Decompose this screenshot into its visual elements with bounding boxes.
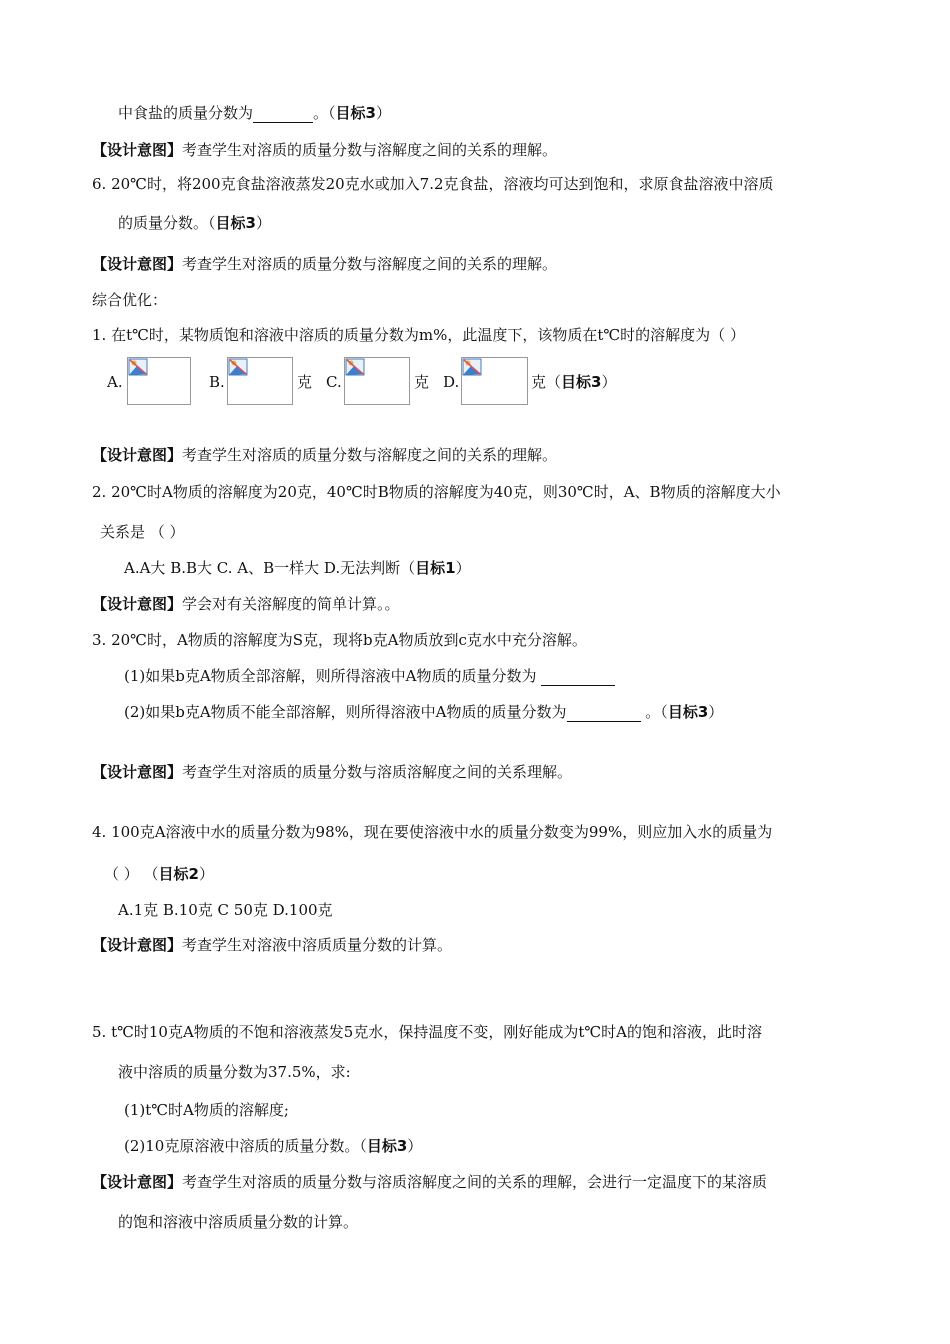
question-5: 5. t℃时10克A物质的不饱和溶液蒸发5克水，保持温度不变，刚好能成为t℃时A的饱和溶液，此时溶 — [92, 1023, 762, 1041]
line-1 — [118, 103, 391, 123]
broken-image-icon — [462, 358, 482, 376]
section-title: 综合优化： — [92, 291, 168, 309]
option-b-unit: 克 — [297, 373, 313, 391]
option-b-image — [227, 357, 293, 405]
text: 。（ — [640, 703, 668, 721]
text: ） — [455, 559, 471, 577]
goal-label: 目标3 — [561, 373, 602, 391]
option-b-label: B. — [209, 373, 225, 391]
intent-text: 考查学生对溶质的质量分数与溶解度之间的关系的理解。 — [182, 255, 558, 273]
goal-label: 目标1 — [415, 559, 456, 577]
question-3: 3. 20℃时，A物质的溶解度为S克，现将b克A物质放到c克水中充分溶解。 — [92, 631, 587, 649]
text: （ ） （ — [104, 865, 159, 883]
question-2-cont: 关系是 （ ） — [100, 523, 185, 541]
broken-image-icon — [345, 358, 365, 376]
design-intent-7 — [92, 1172, 767, 1192]
intent-tag: 【设计意图】 — [92, 936, 183, 954]
intent-tag: 【设计意图】 — [92, 255, 183, 273]
text: ） — [375, 104, 391, 122]
intent-tag: 【设计意图】 — [92, 141, 183, 159]
option-c-label: C. — [326, 373, 342, 391]
goal-label: 目标3 — [667, 703, 709, 721]
intent-tag: 【设计意图】 — [92, 763, 183, 781]
intent-text: 学会对有关溶解度的简单计算。。 — [182, 595, 400, 613]
options-text: A.A大 B.B大 C. A、B一样大 D.无法判断（ — [124, 559, 416, 577]
text: 中食盐的质量分数为 — [118, 104, 254, 122]
intent-text: 考查学生对溶液中溶质质量分数的计算。 — [182, 936, 453, 954]
text: ） — [407, 1137, 423, 1155]
design-intent-1 — [92, 140, 557, 160]
text: (2)如果b克A物质不能全部溶解，则所得溶液中A物质的质量分数为 — [124, 703, 567, 721]
question-4: 4. 100克A溶液中水的质量分数为98%，现在要使溶液中水的质量分数变为99%，则应加入水的质量为 — [92, 823, 773, 841]
goal-label: 目标2 — [158, 865, 199, 883]
broken-image-icon — [228, 358, 248, 376]
question-2-options — [124, 558, 471, 578]
text: ） — [708, 703, 724, 721]
design-intent-7-cont: 的饱和溶液中溶质质量分数的计算。 — [118, 1213, 359, 1231]
design-intent-6 — [92, 935, 452, 955]
design-intent-5 — [92, 762, 572, 782]
text: 。（ — [313, 104, 336, 122]
text: ） — [601, 373, 617, 391]
intent-text: 考查学生对溶质的质量分数与溶质溶解度之间的关系理解。 — [182, 763, 573, 781]
question-2: 2. 20℃时A物质的溶解度为20克，40℃时B物质的溶解度为40克，则30℃时，A、B物质的溶解度大小 — [92, 483, 781, 501]
question-3-part-1 — [124, 666, 615, 686]
option-c-unit: 克 — [414, 373, 430, 391]
question-6: 6. 20℃时，将200克食盐溶液蒸发20克水或加入7.2克食盐，溶液均可达到饱和，求原食盐溶液中溶质 — [92, 175, 774, 193]
intent-text: 考查学生对溶质的质量分数与溶解度之间的关系的理解。 — [182, 141, 558, 159]
question-1: 1. 在t℃时，某物质饱和溶液中溶质的质量分数为m%，此温度下，该物质在t℃时的溶解度为（ ） — [92, 326, 745, 344]
text: 的质量分数。（ — [118, 214, 216, 232]
option-d-image — [461, 357, 528, 405]
broken-image-icon — [128, 358, 148, 376]
option-d-label: D. — [443, 373, 460, 391]
goal-label: 目标3 — [366, 1137, 408, 1155]
text: 克（ — [531, 373, 562, 391]
design-intent-3 — [92, 445, 557, 465]
question-4-cont — [104, 864, 214, 884]
text: ） — [198, 865, 214, 883]
question-6-cont — [118, 213, 271, 233]
text: (2)10克原溶液中溶质的质量分数。（ — [124, 1137, 367, 1155]
answer-blank[interactable] — [567, 705, 641, 722]
text: (1)如果b克A物质全部溶解，则所得溶液中A物质的质量分数为 — [124, 667, 542, 685]
goal-label: 目标3 — [335, 104, 376, 122]
option-a-label: A. — [107, 373, 123, 391]
goal-label: 目标3 — [215, 214, 256, 232]
question-3-part-2 — [124, 702, 723, 722]
intent-text: 考查学生对溶质的质量分数与溶解度之间的关系的理解。 — [182, 446, 558, 464]
question-5-part-2 — [124, 1136, 422, 1156]
intent-tag: 【设计意图】 — [92, 595, 183, 613]
option-a-image — [127, 357, 191, 405]
intent-tag: 【设计意图】 — [92, 446, 183, 464]
answer-blank[interactable] — [541, 669, 615, 686]
option-d-unit — [531, 372, 616, 392]
question-4-options: A.1克 B.10克 C 50克 D.100克 — [118, 901, 333, 919]
intent-tag: 【设计意图】 — [92, 1173, 183, 1191]
option-c-image — [344, 357, 410, 405]
text: ） — [255, 214, 271, 232]
design-intent-2 — [92, 254, 557, 274]
question-5-cont: 液中溶质的质量分数为37.5%，求: — [118, 1063, 351, 1081]
question-5-part-1: (1)t℃时A物质的溶解度; — [124, 1101, 289, 1119]
answer-blank[interactable] — [253, 106, 313, 123]
design-intent-4 — [92, 594, 400, 614]
intent-text: 考查学生对溶质的质量分数与溶质溶解度之间的关系的理解，会进行一定温度下的某溶质 — [182, 1173, 768, 1191]
